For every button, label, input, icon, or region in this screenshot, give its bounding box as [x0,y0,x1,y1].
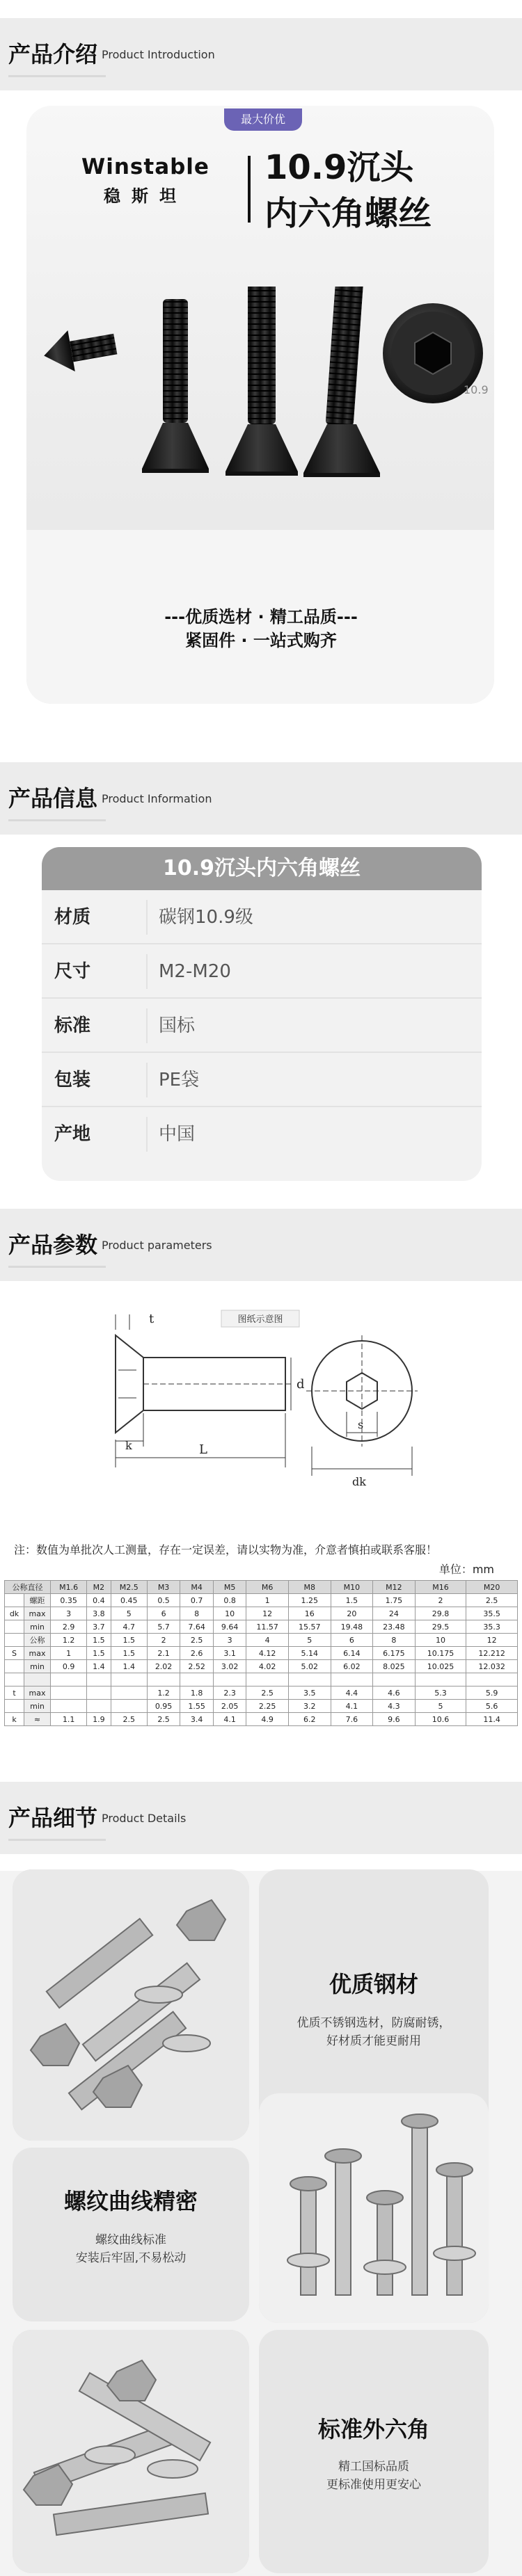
row-divider [146,1008,148,1043]
spec-cell: 7.6 [331,1713,373,1726]
row-divider [146,900,148,935]
section-underline [8,1839,106,1841]
spec-cell: 3.5 [288,1687,331,1700]
spec-row [5,1687,518,1700]
screw-medium [142,299,209,473]
spec-cell: 0.95 [147,1700,180,1713]
detail-desc [13,2231,249,2267]
spec-subtype: ≈ [24,1713,51,1726]
section-header-params [0,1209,522,1281]
spec-cell: 10 [213,1607,246,1620]
spec-cell: 6.175 [373,1647,416,1660]
info-value: 碳钢10.9级 [159,907,253,928]
spec-cell: 0.5 [147,1594,180,1607]
spec-cell: 1.2 [147,1687,180,1700]
spec-size-header: M10 [331,1581,373,1594]
spec-symbol [5,1620,24,1634]
info-key: 产地 [54,1124,91,1145]
spec-cell: 4 [246,1634,289,1647]
spec-cell: 9.64 [213,1620,246,1634]
spec-subtype: max [24,1607,51,1620]
spec-cell: 11.4 [466,1713,518,1726]
spec-size-header: M6 [246,1581,289,1594]
spec-size-header: M5 [213,1581,246,1594]
spec-row [5,1594,518,1607]
spec-cell: 6.2 [288,1713,331,1726]
info-value: M2-M20 [159,961,231,982]
section-subtitle: Product parameters [102,1239,212,1252]
detail-title: 标准外六角 [317,2416,429,2442]
spec-cell: 2 [147,1634,180,1647]
spec-size-header: M1.6 [51,1581,87,1594]
spec-cell: 6.14 [331,1647,373,1660]
spec-subtype: max [24,1647,51,1660]
section-subtitle: Product Information [102,792,212,805]
spec-cell: 0.45 [111,1594,147,1607]
spec-cell: 1 [51,1647,87,1660]
head-marking: 10.9 [464,383,489,396]
spec-cell [180,1673,214,1687]
spec-row [5,1660,518,1673]
spec-symbol: dk [5,1607,24,1620]
detail-desc-line2: 更标准使用更安心 [326,2478,421,2492]
spec-cell [373,1673,416,1687]
spec-cell: 12.032 [466,1660,518,1673]
section-header-intro [0,18,522,90]
spec-cell: 3.2 [288,1700,331,1713]
screws-set-illustration [259,2093,489,2323]
section-title: 产品细节 [8,1805,98,1831]
detail-desc-line1: 精工国标品质 [338,2460,409,2474]
detail-desc [259,2458,489,2494]
spec-cell [111,1700,147,1713]
row-divider [146,1063,148,1097]
spec-cell [213,1673,246,1687]
spec-cell: 35.5 [466,1607,518,1620]
spec-cell [466,1673,518,1687]
screw-short [40,323,119,376]
spec-header-label: 公称直径 [5,1581,51,1594]
spec-cell: 10 [415,1634,466,1647]
spec-cell [111,1673,147,1687]
spec-cell: 23.48 [373,1620,416,1634]
spec-cell: 5 [288,1634,331,1647]
spec-cell: 8.025 [373,1660,416,1673]
brand-divider [248,156,251,223]
spec-cell: 4.1 [331,1700,373,1713]
spec-cell: 1.25 [288,1594,331,1607]
spec-cell: 1.75 [373,1594,416,1607]
hero-title [264,145,473,236]
product-info-table [42,847,482,1181]
section-title: 产品信息 [8,785,98,812]
spec-cell: 2.52 [180,1660,214,1673]
spec-cell [51,1673,87,1687]
spec-cell: 11.57 [246,1620,289,1634]
detail-photo-3 [13,2330,249,2573]
screw-longest [303,287,380,477]
spec-symbol [5,1594,24,1607]
spec-cell: 2.5 [246,1687,289,1700]
spec-cell: 3.02 [213,1660,246,1673]
spec-cell: 9.6 [373,1713,416,1726]
brand-name-en: Winstable [81,154,209,179]
spec-cell: 0.7 [180,1594,214,1607]
spec-cell: 6 [331,1634,373,1647]
spec-cell: 12.212 [466,1647,518,1660]
section-underline [8,1266,106,1268]
spec-row [5,1700,518,1713]
spec-cell [87,1687,111,1700]
spec-cell: 10.6 [415,1713,466,1726]
spec-cell: 5.6 [466,1700,518,1713]
spec-cell: 8 [180,1607,214,1620]
detail-desc [259,2014,489,2050]
spec-cell: 8 [373,1634,416,1647]
spec-cell: 1.4 [87,1660,111,1673]
spec-cell: 29.8 [415,1607,466,1620]
technical-drawing [0,1294,522,1523]
spec-cell: 1.8 [180,1687,214,1700]
detail-desc-line1: 优质不锈钢选材，防腐耐锈， [296,2016,451,2030]
spec-cell [415,1673,466,1687]
section-subtitle: Product Introduction [102,48,215,61]
spec-cell: 2.05 [213,1700,246,1713]
screw-long [226,287,298,476]
slogan-line1: ---优质选材 · 精工品质--- [164,607,358,627]
row-divider [146,954,148,989]
spec-cell: 4.4 [331,1687,373,1700]
info-table-header: 10.9沉头内六角螺丝 [42,847,482,890]
spec-row [5,1607,518,1620]
hero-title-line1: 10.9沉头 [264,148,414,187]
section-subtitle: Product Details [102,1812,187,1825]
screw-head-view [383,303,489,403]
detail-title: 优质钢材 [329,1971,418,1997]
spec-cell [51,1687,87,1700]
spec-cell: 0.35 [51,1594,87,1607]
spec-cell: 4.6 [373,1687,416,1700]
spec-cell: 1.5 [111,1634,147,1647]
spec-cell: 3 [51,1607,87,1620]
info-row [42,1107,482,1161]
spec-cell: 1.1 [51,1713,87,1726]
spec-cell: 1.5 [331,1594,373,1607]
spec-size-header: M4 [180,1581,214,1594]
spec-table [4,1580,518,1726]
hex-bolts-illustration [13,2330,249,2573]
spec-cell: 4.3 [373,1700,416,1713]
info-value: 中国 [159,1124,196,1145]
spec-subtype: min [24,1620,51,1634]
spec-cell [51,1700,87,1713]
brand-name-zh: 稳斯坦 [104,186,187,206]
spec-cell: 2.5 [180,1634,214,1647]
label-L: L [199,1442,207,1457]
info-row [42,890,482,944]
top-view [306,1335,418,1476]
spec-cell: 1 [246,1594,289,1607]
section-underline [8,819,106,821]
label-s: s [358,1418,364,1431]
spec-cell [288,1673,331,1687]
spec-cell: 3.7 [87,1620,111,1634]
spec-cell: 2.5 [111,1713,147,1726]
info-key: 材质 [54,907,91,928]
spec-cell: 4.02 [246,1660,289,1673]
info-row [42,1053,482,1107]
spec-cell: 10.175 [415,1647,466,1660]
spec-symbol: k [5,1713,24,1726]
spec-cell: 1.55 [180,1700,214,1713]
spec-cell: 0.4 [87,1594,111,1607]
spec-cell: 15.57 [288,1620,331,1634]
spec-subtype: 公称 [24,1634,51,1647]
spec-cell: 7.64 [180,1620,214,1634]
spec-cell: 1.9 [87,1713,111,1726]
spec-cell: 2.02 [147,1660,180,1673]
spec-symbol: t [5,1687,24,1700]
spec-cell [147,1673,180,1687]
spec-cell: 2 [415,1594,466,1607]
spec-size-header: M20 [466,1581,518,1594]
spec-cell: 4.9 [246,1713,289,1726]
spec-cell: 1.5 [87,1647,111,1660]
hero-slogan [0,605,522,652]
spec-subtype: min [24,1700,51,1713]
spec-cell: 12 [466,1634,518,1647]
brand-logo [65,154,226,207]
spec-cell: 3 [213,1634,246,1647]
info-key: 标准 [54,1015,91,1036]
spec-cell [111,1687,147,1700]
bolts-photo-illustration [13,1869,249,2141]
detail-desc-line2: 安装后牢固,不易松动 [75,2251,187,2265]
spec-size-header: M3 [147,1581,180,1594]
spec-subtype: min [24,1660,51,1673]
spec-cell: 2.3 [213,1687,246,1700]
label-dk: dk [352,1475,366,1488]
spec-cell: 6.02 [331,1660,373,1673]
spec-cell: 4.12 [246,1647,289,1660]
spec-cell: 5.3 [415,1687,466,1700]
spec-subtype [24,1673,51,1687]
detail-desc-line1: 螺纹曲线标准 [95,2233,166,2247]
slogan-line2: 紧固件 · 一站式购齐 [185,631,337,650]
label-k: k [125,1439,132,1452]
info-value: 国标 [159,1015,196,1036]
spec-cell: 2.5 [466,1594,518,1607]
section-underline [8,75,106,77]
spec-cell: 16 [288,1607,331,1620]
spec-size-header: M2 [87,1581,111,1594]
info-key: 包装 [54,1070,91,1090]
spec-size-header: M2.5 [111,1581,147,1594]
detail-photo-1 [13,1869,249,2141]
detail-photo-2 [259,2093,489,2323]
unit-label: 单位：mm [438,1563,494,1576]
section-header-details [0,1782,522,1854]
info-row [42,944,482,999]
spec-cell: 1.5 [111,1647,147,1660]
spec-row [5,1634,518,1647]
spec-cell: 5 [415,1700,466,1713]
spec-cell: 2.9 [51,1620,87,1634]
spec-cell [87,1673,111,1687]
section-title: 产品介绍 [8,41,98,67]
detail-card-2 [13,2148,249,2321]
spec-header-row [5,1581,518,1594]
spec-row [5,1673,518,1687]
spec-symbol: S [5,1647,24,1660]
detail-title: 螺纹曲线精密 [63,2188,198,2214]
spec-cell: 1.5 [87,1634,111,1647]
spec-cell: 5.02 [288,1660,331,1673]
spec-cell: 35.3 [466,1620,518,1634]
spec-cell: 4.1 [213,1713,246,1726]
spec-cell: 19.48 [331,1620,373,1634]
section-header-info [0,762,522,835]
spec-cell: 3.4 [180,1713,214,1726]
spec-cell: 4.7 [111,1620,147,1634]
spec-cell: 3.8 [87,1607,111,1620]
measurement-note: 注：数值为单批次人工测量，存在一定误差，请以实物为准，介意者慎拍或联系客服！ [14,1543,438,1556]
spec-cell: 5.14 [288,1647,331,1660]
spec-cell: 2.5 [147,1713,180,1726]
spec-symbol [5,1634,24,1647]
price-badge: 最大价优 [224,108,302,131]
spec-cell: 3.1 [213,1647,246,1660]
spec-cell: 1.4 [111,1660,147,1673]
drawing-caption: 图纸示意图 [237,1314,283,1325]
spec-row [5,1620,518,1634]
spec-subtype: 螺距 [24,1594,51,1607]
spec-size-header: M16 [415,1581,466,1594]
spec-symbol [5,1700,24,1713]
info-row [42,999,482,1053]
screws-illustration [26,287,494,537]
spec-cell [331,1673,373,1687]
spec-cell: 10.025 [415,1660,466,1673]
section-title: 产品参数 [8,1232,98,1258]
spec-cell: 20 [331,1607,373,1620]
spec-cell: 5.9 [466,1687,518,1700]
spec-cell: 29.5 [415,1620,466,1634]
spec-cell: 0.8 [213,1594,246,1607]
info-key: 尺寸 [54,961,91,982]
spec-cell: 12 [246,1607,289,1620]
spec-row [5,1647,518,1660]
spec-cell [87,1700,111,1713]
spec-cell [246,1673,289,1687]
spec-cell: 2.6 [180,1647,214,1660]
spec-cell: 2.25 [246,1700,289,1713]
spec-subtype: max [24,1687,51,1700]
hero-title-line2: 内六角螺丝 [264,194,432,233]
label-d: d [296,1377,305,1392]
spec-size-header: M8 [288,1581,331,1594]
info-value: PE袋 [159,1070,200,1090]
spec-size-header: M12 [373,1581,416,1594]
spec-symbol [5,1660,24,1673]
spec-cell: 5 [111,1607,147,1620]
detail-desc-line2: 好材质才能更耐用 [326,2034,421,2048]
detail-card-3 [259,2330,489,2573]
spec-cell: 24 [373,1607,416,1620]
spec-symbol [5,1673,24,1687]
row-divider [146,1117,148,1152]
label-t: t [149,1312,155,1326]
spec-row [5,1713,518,1726]
spec-cell: 5.7 [147,1620,180,1634]
spec-cell: 2.1 [147,1647,180,1660]
spec-cell: 0.9 [51,1660,87,1673]
spec-cell: 1.2 [51,1634,87,1647]
spec-cell: 6 [147,1607,180,1620]
